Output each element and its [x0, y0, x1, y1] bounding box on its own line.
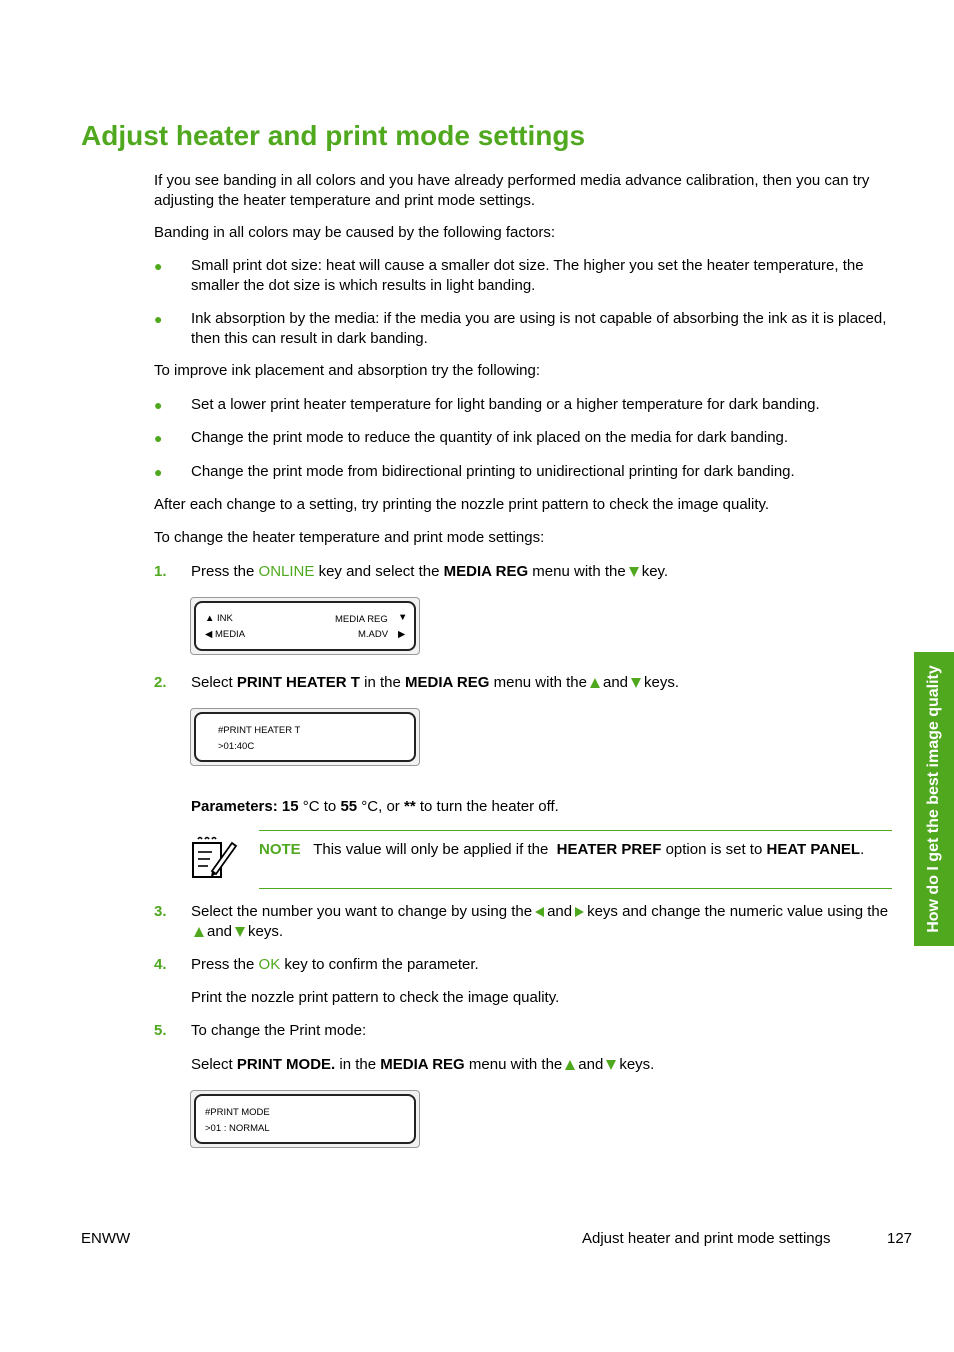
- step-number: 3.: [154, 903, 167, 920]
- parameters-text: Parameters: 15 °C to 55 °C, or ** to turn the heater off.: [191, 798, 559, 815]
- improvement-item: Change the print mode to reduce the quantity of ink placed on the media for dark banding.: [191, 429, 789, 446]
- left-arrow-icon: [535, 907, 544, 917]
- to-change-text: To change the heater temperature and print mode settings:: [154, 529, 545, 546]
- bullet-icon: ●: [154, 311, 163, 327]
- chapter-side-tab: [914, 652, 954, 946]
- up-arrow-icon: [565, 1060, 575, 1070]
- step-4-text: Press the OK key to confirm the parameter.: [191, 956, 479, 973]
- step-1-text: Press the ONLINE key and select the MEDIA REG menu with the key.: [191, 563, 669, 580]
- step-number: 5.: [154, 1022, 167, 1039]
- note-text: NOTE This value will only be applied if the HEATER PREF option is set to HEAT PANEL.: [259, 841, 865, 858]
- step-5-subtext: Select PRINT MODE. in the MEDIA REG menu with the and keys.: [191, 1056, 655, 1073]
- step-2-text: Select PRINT HEATER T in the MEDIA REG menu with the and keys.: [191, 674, 680, 691]
- footer-left: ENWW: [81, 1230, 131, 1247]
- step-number: 1.: [154, 563, 167, 580]
- bullet-icon: ●: [154, 258, 163, 274]
- chapter-side-tab-label: How do I get the best image quality: [925, 665, 942, 933]
- down-arrow-icon: [606, 1060, 616, 1070]
- intro-paragraph: If you see banding in all colors and you have already performed media advance calibration, then you can try adjusting the heater temperature and print mode settings.: [154, 172, 870, 209]
- after-change-text: After each change to a setting, try printing the nozzle print pattern to check the image quality.: [154, 496, 770, 513]
- factor-item: Ink absorption by the media: if the media you are using is not capable of absorbing the ink as it is placed, then this can result in dark banding.: [191, 310, 887, 347]
- right-arrow-icon: [575, 907, 584, 917]
- up-arrow-icon: [590, 678, 600, 688]
- down-arrow-icon: [235, 927, 245, 937]
- ok-key-label: OK: [258, 956, 281, 973]
- down-arrow-icon: [629, 567, 639, 577]
- note-bottom-rule: [259, 888, 892, 889]
- improve-intro: To improve ink placement and absorption try the following:: [154, 362, 541, 379]
- page-number: 127: [887, 1230, 913, 1247]
- improvement-item: Change the print mode from bidirectional printing to unidirectional printing for dark banding.: [191, 463, 795, 480]
- note-top-rule: [259, 830, 892, 831]
- step-number: 2.: [154, 674, 167, 691]
- step-4-subtext: Print the nozzle print pattern to check the image quality.: [191, 989, 560, 1006]
- up-arrow-icon: [194, 927, 204, 937]
- bullet-icon: ●: [154, 464, 163, 480]
- bullet-icon: ●: [154, 430, 163, 446]
- factor-item: Small print dot size: heat will cause a smaller dot size. The higher you set the heater temperature, the smaller the dot size is which results in light banding.: [191, 257, 864, 294]
- page-title: Adjust heater and print mode settings: [81, 120, 586, 151]
- bullet-icon: ●: [154, 397, 163, 413]
- step-3-text: Select the number you want to change by using the and keys and change the numeric value using theand keys.: [191, 903, 889, 940]
- note-icon: [190, 835, 238, 881]
- step-5-text: To change the Print mode:: [191, 1022, 367, 1039]
- factors-intro: Banding in all colors may be caused by the following factors:: [154, 224, 556, 241]
- lcd-display-print-heater: #PRINT HEATER T >01:40C: [190, 708, 420, 766]
- improvement-item: Set a lower print heater temperature for light banding or a higher temperature for dark banding.: [191, 396, 820, 413]
- lcd-display-print-mode: #PRINT MODE >01 : NORMAL: [190, 1090, 420, 1148]
- footer-section-title: Adjust heater and print mode settings: [582, 1230, 831, 1247]
- lcd-display-media-reg: ▲ INK MEDIA REG ▼ ◀ MEDIA M.ADV ▶: [190, 597, 420, 655]
- step-number: 4.: [154, 956, 167, 973]
- online-key-label: ONLINE: [258, 563, 315, 580]
- down-arrow-icon: [631, 678, 641, 688]
